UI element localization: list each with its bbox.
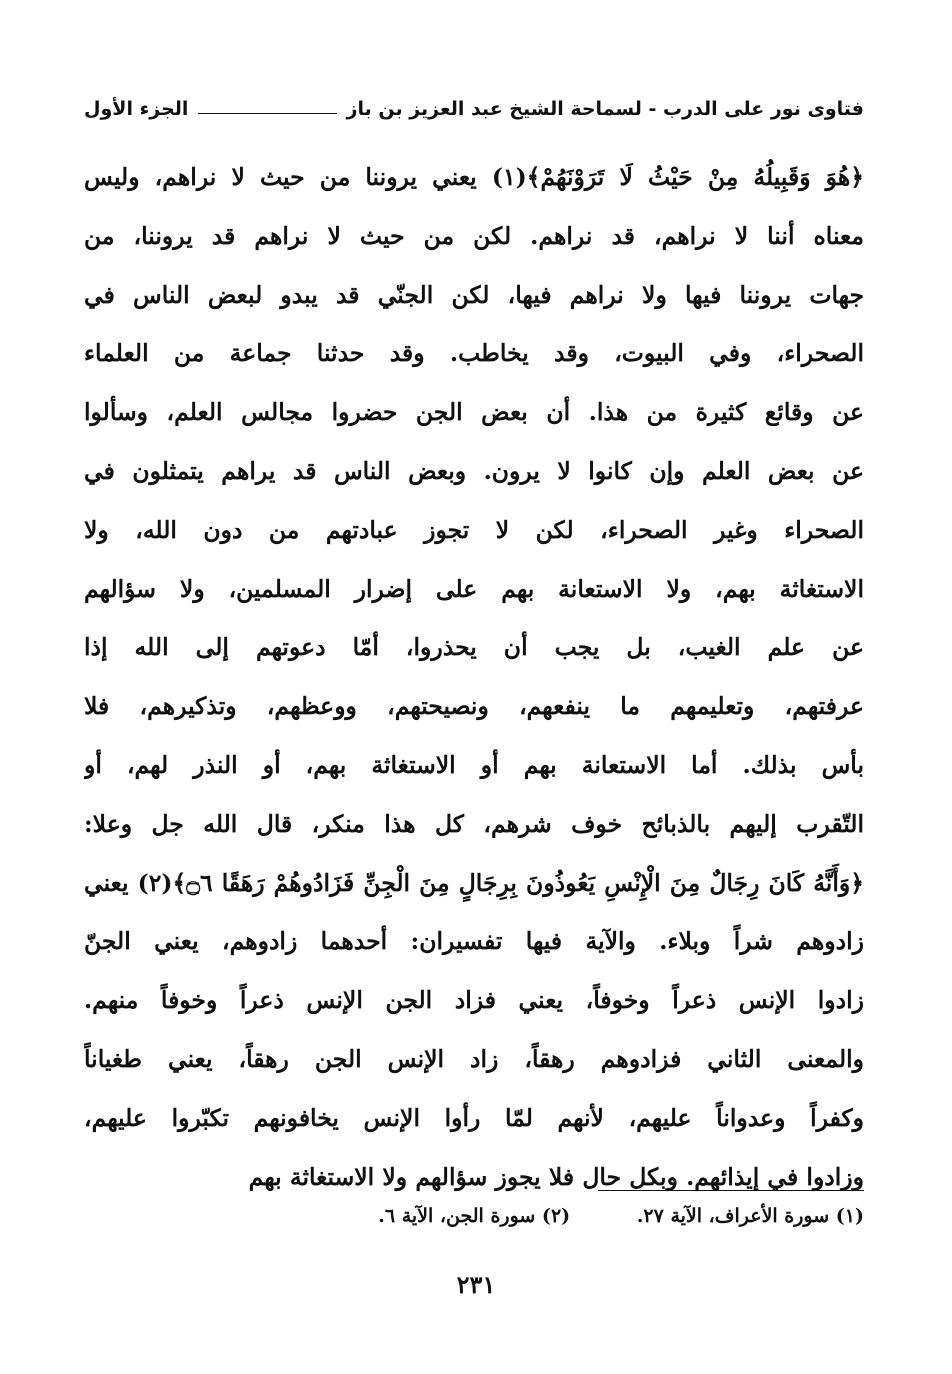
text-line: معناه أننا لا نراهم، قد نراهم. لكن من حيث لا نراهم قد يروننا، من	[84, 221, 864, 250]
text-line: والمعنى الثاني فزادوهم رهقاً، زاد الإنس الجن رهقاً، يعني طغياناً	[84, 1044, 864, 1073]
page-number: ٢٣١	[456, 1270, 496, 1299]
text-line: الاستغاثة بهم، ولا الاستعانة بهم على إضرار المسلمين، ولا سؤالهم	[84, 574, 864, 603]
text-line: وزادوا في إيذائهم. وبكل حال فلا يجوز سؤالهم ولا الاستغاثة بهم	[248, 1162, 864, 1191]
text-line: زادوا الإنس ذعراً وخوفاً، يعني فزاد الجن الإنس ذعراً وخوفاً منهم.	[84, 986, 864, 1015]
text-line: ﴿هُوَ وَقَبِيلُهُ مِنْ حَيْثُ لَا تَرَوْنَهُمْ﴾(١) يعني يروننا من حيث لا نراهم، وليس	[84, 163, 864, 191]
text-line: جهات يروننا فيها ولا نراهم فيها، لكن الجنّي قد يبدو لبعض الناس في	[84, 280, 864, 309]
text-line: عرفتهم، وتعليمهم ما ينفعهم، ونصيحتهم، ووعظهم، وتذكيرهم، فلا	[84, 692, 864, 721]
text-line: عن علم الغيب، بل يجب أن يحذروا، أمّا دعوتهم إلى الله إذا	[84, 633, 864, 662]
footnotes	[230, 1200, 864, 1232]
text-line: زادوهم شراً وبلاء. والآية فيها تفسيران: أحدهما زادوهم، يعني الجنّ	[84, 927, 864, 956]
text-line: الصحراء وغير الصحراء، لكن لا تجوز عبادتهم من دون الله، ولا	[84, 515, 864, 544]
text-line: عن بعض العلم وإن كانوا لا يرون. وبعض الناس قد يراهم يتمثلون في	[84, 456, 864, 485]
footnote: (١) سورة الأعراف، الآية ٢٧.	[636, 1205, 864, 1227]
text-line: ﴿وَأَنَّهُ كَانَ رِجَالٌ مِنَ الْإِنْسِ يَعُوذُونَ بِرِجَالٍ مِنَ الْجِنِّ فَزَادُوهُمْ رَهَقًا ۝٦﴾(٢) يعني	[84, 868, 864, 897]
body-text	[84, 148, 864, 1206]
text-line: بأس بذلك. أما الاستعانة بهم أو الاستغاثة بهم، أو النذر لهم، أو	[84, 750, 864, 779]
running-header	[84, 92, 864, 126]
text-line: الصحراء، وفي البيوت، وقد يخاطب. وقد حدثنا جماعة من العلماء	[84, 339, 864, 368]
header-rule	[198, 113, 336, 114]
text-line: وكفراً وعدواناً عليهم، لأنهم لمّا رأوا الإنس يخافونهم تكبّروا عليهم،	[84, 1103, 864, 1132]
text-line: عن وقائع كثيرة من هذا. أن بعض الجن حضروا مجالس العلم، وسألوا	[84, 398, 864, 427]
text-line: التّقرب إليهم بالذبائح خوف شرهم، كل هذا منكر، قال الله جل وعلا:	[84, 809, 864, 838]
footnote: (٢) سورة الجن، الآية ٦.	[378, 1205, 571, 1227]
part-label: الجزء الأول	[84, 98, 189, 120]
book-title: فتاوى نور على الدرب - لسماحة الشيخ عبد العزيز بن باز	[346, 98, 864, 120]
footnote-rule	[598, 1190, 864, 1191]
